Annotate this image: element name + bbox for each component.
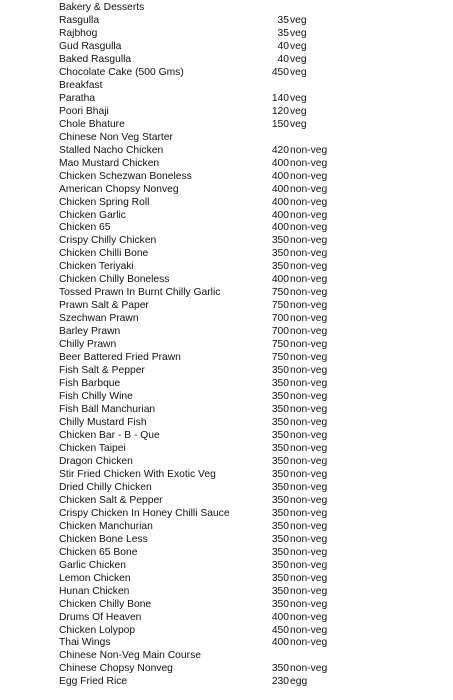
item-type: veg — [290, 40, 307, 52]
item-price: 350 — [271, 404, 289, 416]
item-name: Beer Battered Fried Prawn — [59, 352, 181, 364]
item-name: Stir Fried Chicken With Exotic Veg — [59, 468, 216, 480]
menu-row — [0, 636, 453, 649]
item-type: non-veg — [290, 598, 328, 610]
item-price: 350 — [271, 559, 289, 571]
item-type: non-veg — [290, 170, 328, 182]
item-price: 140 — [271, 92, 289, 104]
item-price: 700 — [271, 313, 289, 325]
item-price: 350 — [271, 261, 289, 273]
item-type: non-veg — [290, 339, 328, 351]
menu-row — [0, 209, 453, 222]
item-name: Fish Chilly Wine — [59, 391, 133, 403]
item-type: non-veg — [290, 417, 328, 428]
item-name: Fish Ball Manchurian — [59, 404, 156, 416]
menu-row — [0, 66, 453, 79]
section-title: Chinese Non-Veg Main Course — [59, 650, 201, 662]
item-name: Chicken Manchurian — [59, 520, 153, 532]
menu-row — [0, 675, 453, 688]
menu-row — [0, 299, 453, 312]
item-price: 350 — [271, 468, 289, 480]
item-price: 350 — [271, 572, 289, 584]
item-price: 350 — [271, 663, 289, 675]
item-type: non-veg — [290, 352, 328, 364]
item-price: 400 — [271, 274, 289, 286]
item-name: Prawn Salt & Paper — [59, 300, 149, 312]
item-type: non-veg — [290, 391, 328, 403]
section-heading — [0, 79, 453, 92]
item-price: 40 — [277, 40, 289, 52]
menu-row — [0, 624, 453, 637]
menu-row — [0, 234, 453, 247]
item-type: non-veg — [290, 300, 328, 312]
item-name: Chicken Spring Roll — [59, 196, 150, 208]
menu-row — [0, 364, 453, 377]
item-name: Chicken Taipei — [59, 442, 126, 454]
menu-row — [0, 325, 453, 338]
item-name: Garlic Chicken — [59, 559, 126, 571]
menu-row — [0, 157, 453, 170]
item-price: 350 — [271, 391, 289, 403]
menu-row — [0, 221, 453, 234]
item-price: 750 — [271, 339, 289, 351]
item-type: veg — [290, 27, 307, 39]
item-price: 750 — [271, 300, 289, 312]
item-name: Chicken 65 — [59, 222, 111, 234]
item-price: 350 — [271, 507, 289, 519]
item-price: 40 — [277, 53, 289, 65]
item-price: 450 — [271, 66, 289, 78]
menu-row — [0, 662, 453, 675]
item-type: non-veg — [290, 481, 328, 493]
item-name: American Chopsy Nonveg — [59, 183, 179, 195]
item-price: 350 — [271, 585, 289, 597]
item-price: 400 — [271, 637, 289, 649]
item-price: 400 — [271, 196, 289, 208]
item-type: non-veg — [290, 209, 328, 221]
menu-row — [0, 312, 453, 325]
menu-row — [0, 403, 453, 416]
item-type: non-veg — [290, 326, 328, 338]
menu-row — [0, 546, 453, 559]
item-name: Barley Prawn — [59, 326, 121, 338]
menu-row — [0, 598, 453, 611]
section-heading — [0, 131, 453, 144]
item-name: Chicken 65 Bone — [59, 546, 138, 558]
item-name: Rajbhog — [59, 27, 98, 39]
menu-row — [0, 105, 453, 118]
item-price: 350 — [271, 481, 289, 493]
item-name: Tossed Prawn In Burnt Chilly Garlic — [59, 287, 221, 299]
item-price: 400 — [271, 209, 289, 221]
item-type: veg — [290, 53, 307, 65]
menu-row — [0, 507, 453, 520]
menu-row — [0, 494, 453, 507]
item-type: veg — [290, 66, 307, 78]
item-type: non-veg — [290, 313, 328, 325]
item-price: 350 — [271, 378, 289, 390]
item-price: 350 — [271, 546, 289, 558]
item-price: 350 — [271, 429, 289, 441]
item-price: 400 — [271, 183, 289, 195]
item-type: non-veg — [290, 261, 328, 273]
item-type: non-veg — [290, 533, 328, 545]
item-name: Rasgulla — [59, 14, 100, 26]
menu-row — [0, 390, 453, 403]
item-name: Chocolate Cake (500 Gms) — [59, 66, 184, 78]
item-name: Chicken Salt & Pepper — [59, 494, 163, 506]
item-name: Chinese Chopsy Nonveg — [59, 663, 173, 675]
item-type: non-veg — [290, 494, 328, 506]
menu-row — [0, 442, 453, 455]
item-name: Crispy Chilly Chicken — [59, 235, 157, 247]
item-type: non-veg — [290, 157, 328, 169]
section-heading — [0, 1, 453, 14]
item-name: Hunan Chicken — [59, 585, 130, 597]
menu-row — [0, 455, 453, 468]
menu-row — [0, 572, 453, 585]
item-name: Chicken Chilly Bone — [59, 598, 152, 610]
menu-row — [0, 170, 453, 183]
item-name: Chicken Bone Less — [59, 533, 148, 545]
item-price: 350 — [271, 365, 289, 377]
menu-row — [0, 585, 453, 598]
item-name: Baked Rasgulla — [59, 53, 132, 65]
item-name: Szechwan Prawn — [59, 313, 139, 325]
item-type: non-veg — [290, 572, 328, 584]
item-type: non-veg — [290, 429, 328, 441]
item-type: non-veg — [290, 365, 328, 377]
menu-row — [0, 481, 453, 494]
section-title: Breakfast — [59, 79, 103, 91]
item-name: Drums Of Heaven — [59, 611, 142, 623]
item-price: 750 — [271, 287, 289, 299]
item-name: Crispy Chicken In Honey Chilli Sauce — [59, 507, 230, 519]
item-name: Chole Bhature — [59, 118, 125, 130]
section-title: Bakery & Desserts — [59, 2, 145, 13]
menu-row — [0, 27, 453, 40]
item-type: non-veg — [290, 663, 328, 675]
item-price: 350 — [271, 235, 289, 247]
item-type: non-veg — [290, 144, 328, 156]
menu-row — [0, 14, 453, 27]
item-name: Lemon Chicken — [59, 572, 131, 584]
item-type: non-veg — [290, 507, 328, 519]
item-price: 350 — [271, 442, 289, 454]
item-price: 420 — [271, 144, 289, 156]
item-type: veg — [290, 105, 307, 117]
item-type: non-veg — [290, 468, 328, 480]
item-name: Chicken Schezwan Boneless — [59, 170, 192, 182]
item-type: non-veg — [290, 585, 328, 597]
item-name: Stalled Nacho Chicken — [59, 144, 164, 156]
item-price: 350 — [271, 494, 289, 506]
item-price: 750 — [271, 352, 289, 364]
item-price: 350 — [271, 520, 289, 532]
menu-row — [0, 196, 453, 209]
item-type: non-veg — [290, 559, 328, 571]
item-type: non-veg — [290, 611, 328, 623]
item-name: Chicken Chilly Boneless — [59, 274, 170, 286]
menu-row — [0, 338, 453, 351]
item-type: non-veg — [290, 520, 328, 532]
menu-row — [0, 377, 453, 390]
item-name: Dragon Chicken — [59, 455, 133, 467]
item-name: Thai Wings — [59, 637, 111, 649]
item-type: non-veg — [290, 196, 328, 208]
item-name: Chilly Prawn — [59, 339, 117, 351]
item-type: non-veg — [290, 378, 328, 390]
menu-row — [0, 533, 453, 546]
item-type: non-veg — [290, 637, 328, 649]
item-name: Gud Rasgulla — [59, 40, 122, 52]
item-name: Paratha — [59, 92, 96, 104]
section-heading — [0, 649, 453, 662]
menu-row — [0, 144, 453, 157]
item-name: Poori Bhaji — [59, 105, 109, 117]
item-type: veg — [290, 14, 307, 26]
menu-row — [0, 273, 453, 286]
item-type: non-veg — [290, 624, 328, 636]
item-price: 400 — [271, 222, 289, 234]
item-type: non-veg — [290, 442, 328, 454]
item-name: Chicken Bar - B - Que — [59, 429, 160, 441]
menu-row — [0, 559, 453, 572]
item-price: 400 — [271, 157, 289, 169]
item-name: Chicken Lolypop — [59, 624, 136, 636]
item-price: 230 — [271, 676, 289, 688]
item-price: 350 — [271, 248, 289, 260]
item-type: non-veg — [290, 287, 328, 299]
item-price: 350 — [271, 598, 289, 610]
menu-row — [0, 247, 453, 260]
item-name: Dried Chilly Chicken — [59, 481, 152, 493]
item-price: 350 — [271, 533, 289, 545]
item-name: Fish Barbque — [59, 378, 121, 390]
menu-row — [0, 92, 453, 105]
item-price: 700 — [271, 326, 289, 338]
menu-row — [0, 260, 453, 273]
menu-row — [0, 429, 453, 442]
item-name: Chicken Teriyaki — [59, 261, 134, 273]
item-name: Chicken Garlic — [59, 209, 126, 221]
item-type: non-veg — [290, 248, 328, 260]
item-type: non-veg — [290, 546, 328, 558]
item-name: Chilly Mustard Fish — [59, 417, 147, 428]
menu-row — [0, 40, 453, 53]
item-type: veg — [290, 92, 307, 104]
menu-row — [0, 416, 453, 429]
item-price: 350 — [271, 455, 289, 467]
item-type: non-veg — [290, 222, 328, 234]
item-price: 35 — [277, 27, 289, 39]
item-type: veg — [290, 118, 307, 130]
item-type: egg — [290, 676, 308, 688]
menu-row — [0, 611, 453, 624]
item-price: 400 — [271, 170, 289, 182]
menu-row — [0, 53, 453, 66]
menu-row — [0, 520, 453, 533]
item-price: 35 — [277, 14, 289, 26]
item-type: non-veg — [290, 183, 328, 195]
menu-row — [0, 351, 453, 364]
item-name: Mao Mustard Chicken — [59, 157, 160, 169]
item-name: Chicken Chilli Bone — [59, 248, 149, 260]
menu-row — [0, 468, 453, 481]
item-price: 450 — [271, 624, 289, 636]
item-type: non-veg — [290, 235, 328, 247]
item-price: 400 — [271, 611, 289, 623]
item-type: non-veg — [290, 404, 328, 416]
menu-list — [0, 1, 453, 688]
item-type: non-veg — [290, 455, 328, 467]
item-price: 350 — [271, 417, 289, 428]
menu-row — [0, 183, 453, 196]
item-type: non-veg — [290, 274, 328, 286]
item-price: 120 — [271, 105, 289, 117]
item-name: Egg Fried Rice — [59, 676, 128, 688]
menu-row — [0, 118, 453, 131]
item-price: 150 — [271, 118, 289, 130]
item-name: Fish Salt & Pepper — [59, 365, 145, 377]
section-title: Chinese Non Veg Starter — [59, 131, 173, 143]
menu-row — [0, 286, 453, 299]
